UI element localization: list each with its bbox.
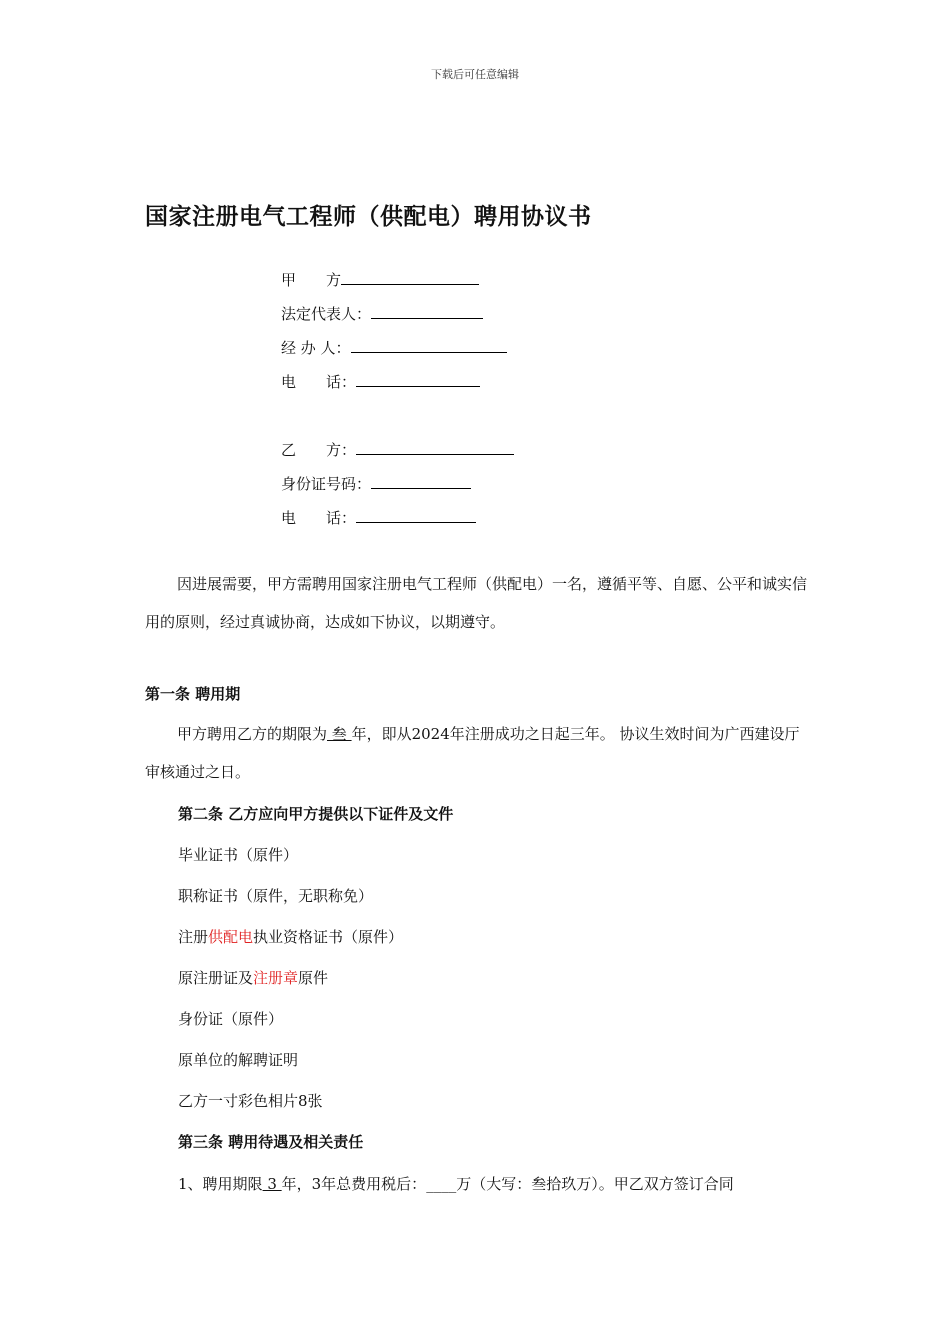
- party-b-id-field: [281, 472, 471, 494]
- party-a-name-field: [281, 268, 479, 290]
- party-a-agent-field: [281, 336, 507, 358]
- intro-text: 因进展需要，甲方需聘用国家注册电气工程师（供配电）一名，遵循平等、自愿、公平和诚实信用的原则，经过真诚协商，达成如下协议，以期遵守。: [145, 575, 808, 631]
- article2-item-id-card: 身份证（原件）: [178, 1010, 284, 1028]
- party-b-phone-field: [281, 506, 476, 528]
- party-a-phone-label: 电 话：: [281, 373, 357, 391]
- intro-paragraph: [145, 565, 807, 641]
- party-b-id-blank: [371, 472, 471, 489]
- party-a-rep-field: [281, 302, 483, 324]
- party-a-rep-label: 法定代表人：: [281, 305, 372, 323]
- article3-line-pre: 1、聘用期限: [178, 1175, 263, 1193]
- registration-text-post: 原件: [298, 969, 329, 987]
- article1-text-pre: 甲方聘用乙方的期限为: [177, 725, 328, 743]
- article3-line-mid: 年，3年总费用税后：: [281, 1175, 427, 1193]
- article2-item-title-cert: 职称证书（原件，无职称免）: [178, 887, 374, 905]
- party-b-id-label: 身份证号码：: [281, 475, 372, 493]
- article2-item-photos: 乙方一寸彩色相片8张: [178, 1092, 323, 1110]
- article2-item-registration: [178, 967, 328, 988]
- license-text-red: 供配电: [208, 928, 254, 946]
- party-b-name-field: [281, 438, 514, 460]
- article1-text-post: 年，即从2024年注册成功之日起三年。 协议生效时间为广西建设厅审核通过之日。: [145, 725, 800, 781]
- registration-text-red: 注册章: [253, 969, 299, 987]
- party-b-name-blank: [356, 438, 514, 455]
- article1-paragraph: [145, 715, 807, 791]
- license-text-pre: 注册: [178, 928, 209, 946]
- party-a-name-label: 甲 方: [281, 271, 342, 289]
- party-b-phone-label: 电 话：: [281, 509, 357, 527]
- document-title: 国家注册电气工程师（供配电）聘用协议书: [145, 204, 592, 230]
- party-b-name-label: 乙 方：: [281, 441, 357, 459]
- article2-heading: 第二条 乙方应向甲方提供以下证件及文件: [178, 805, 454, 823]
- article3-term-value: 3: [262, 1175, 282, 1193]
- article3-heading: 第三条 聘用待遇及相关责任: [178, 1133, 364, 1151]
- article3-line1: [178, 1173, 734, 1194]
- party-b-phone-blank: [356, 506, 476, 523]
- party-a-agent-blank: [351, 336, 507, 353]
- party-a-phone-blank: [356, 370, 480, 387]
- article3-line-post: 万（大写：叁拾玖万）。甲乙双方签订合同: [456, 1175, 734, 1193]
- article2-item-diploma: 毕业证书（原件）: [178, 846, 299, 864]
- license-text-post: 执业资格证书（原件）: [253, 928, 404, 946]
- party-a-rep-blank: [371, 302, 483, 319]
- article3-fee-blank: ____: [426, 1175, 457, 1193]
- article1-heading: 第一条 聘用期: [145, 685, 241, 703]
- article1-term-value: 叁: [327, 725, 352, 743]
- header-note: 下载后可任意编辑: [431, 68, 519, 81]
- party-a-phone-field: [281, 370, 480, 392]
- article2-item-release-cert: 原单位的解聘证明: [178, 1051, 299, 1069]
- article2-item-license: [178, 926, 403, 947]
- party-a-agent-label: 经 办 人：: [281, 339, 351, 357]
- party-a-name-blank: [341, 268, 479, 285]
- registration-text-pre: 原注册证及: [178, 969, 254, 987]
